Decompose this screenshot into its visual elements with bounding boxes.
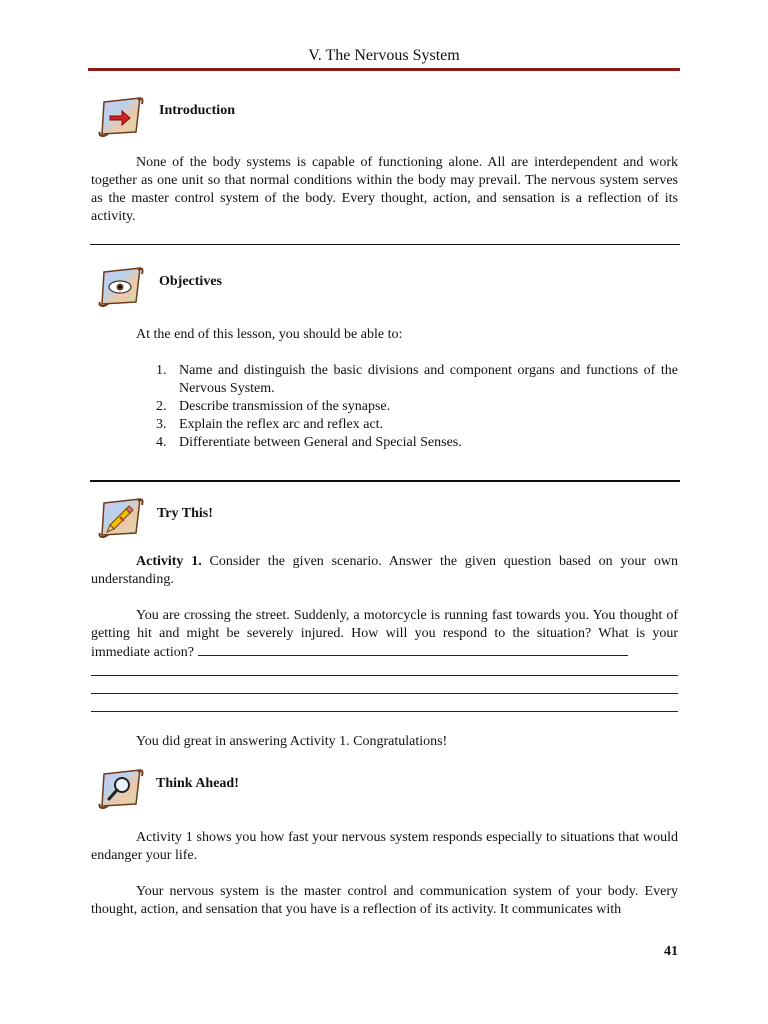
objective-item: 1. Name and distinguish the basic divisions and component organs and functions of the Nervous System. <box>156 363 678 396</box>
introduction-text: None of the body systems is capable of functioning alone. All are interdependent and work together as one unit so that normal conditions within the body may prevail. The nervous system serves as the master control system of the body. Every thought, action, and sensation is a reflection of its activity. <box>91 155 678 224</box>
arrow-scroll-icon <box>96 94 148 138</box>
think-ahead-paragraph-1: Activity 1 shows you how fast your nervous system responds especially to situations that would endanger your life. <box>91 830 678 863</box>
pencil-scroll-icon <box>96 495 148 539</box>
section-divider <box>90 480 680 482</box>
think-ahead-paragraph-2: Your nervous system is the master control and communication system of your body. Every thought, action, and sensation that you have is a reflection of its activity. It communicates with <box>91 884 678 917</box>
objective-item: 2. Describe transmission of the synapse. <box>156 399 391 414</box>
objectives-list <box>135 362 678 452</box>
objectives-heading: Objectives <box>159 274 222 289</box>
page-number: 41 <box>664 944 678 959</box>
scenario-text: You are crossing the street. Suddenly, a motorcycle is running fast towards you. You thought of getting hit and might be severely injured. How will you respond to the situation? What is your immediate action? <box>91 608 678 660</box>
section-divider <box>90 244 680 245</box>
try-this-heading: Try This! <box>157 506 213 521</box>
answer-line <box>91 693 678 694</box>
think-ahead-heading: Think Ahead! <box>156 776 239 791</box>
activity-instructions <box>91 553 678 589</box>
activity-text: Consider the given scenario. Answer the given question based on your own understanding. <box>91 554 678 587</box>
activity-label: Activity 1. <box>136 554 202 569</box>
header-rule <box>88 68 680 71</box>
answer-line <box>91 711 678 712</box>
answer-line <box>91 675 678 676</box>
introduction-heading: Introduction <box>159 103 235 118</box>
eye-scroll-icon <box>96 264 148 308</box>
answer-blank <box>198 643 628 656</box>
objective-item: 3. Explain the reflex arc and reflex act. <box>156 417 384 432</box>
page-header-title: V. The Nervous System <box>308 47 460 64</box>
congratulations-text: You did great in answering Activity 1. Congratulations! <box>136 734 448 749</box>
objectives-lead: At the end of this lesson, you should be able to: <box>136 327 403 342</box>
magnifier-scroll-icon <box>96 766 148 810</box>
objective-item: 4. Differentiate between General and Special Senses. <box>156 435 462 450</box>
